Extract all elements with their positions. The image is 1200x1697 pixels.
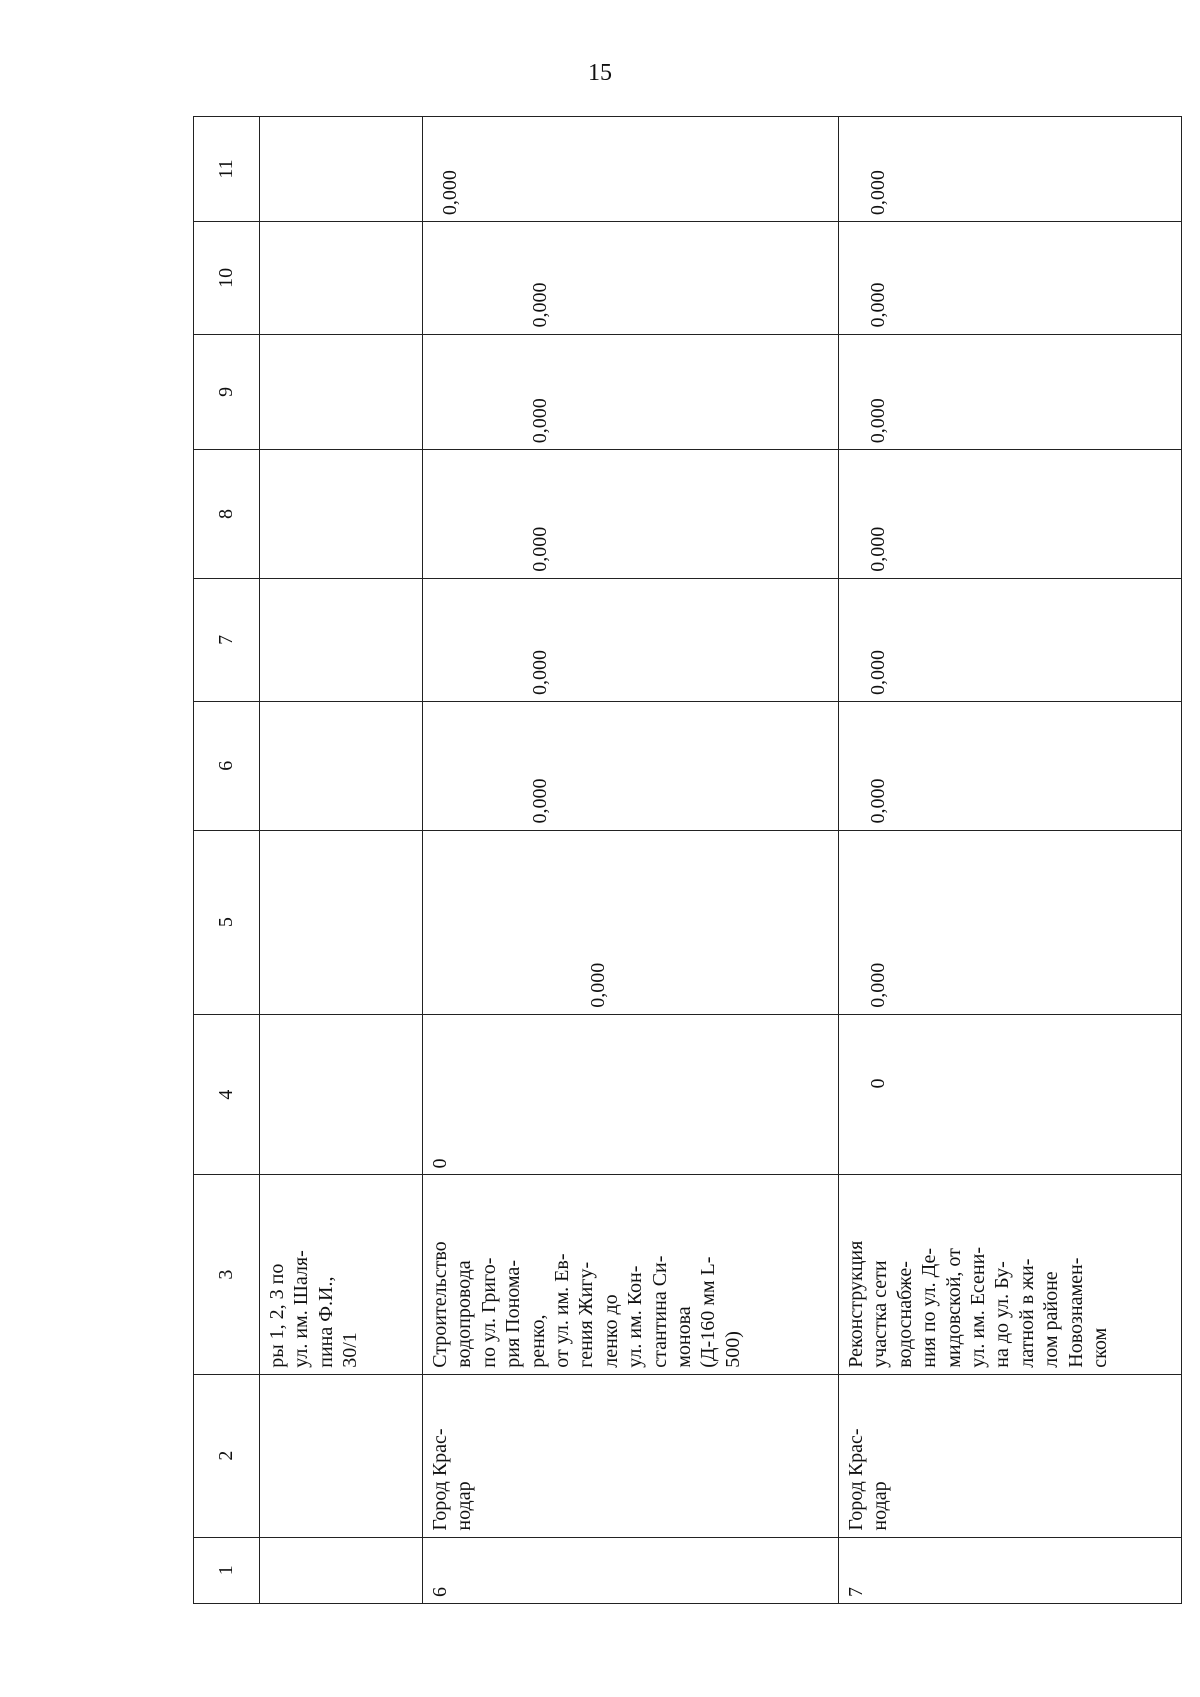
cell-value: 0: [867, 1078, 889, 1089]
table-row: [423, 117, 839, 1604]
object-line: ры 1, 2, 3 по: [266, 1263, 288, 1368]
object-line: ул. им. Кон-: [624, 1265, 647, 1368]
municipality-cell: [260, 1374, 423, 1537]
object-line: стантина Си-: [648, 1255, 671, 1368]
object-line: лом районе: [1040, 1271, 1063, 1368]
value-cell: [839, 1014, 1182, 1175]
value-cell: [839, 450, 1182, 579]
table-row: [839, 117, 1182, 1604]
object-line: 30/1: [339, 1332, 362, 1368]
value-cell: [423, 117, 839, 222]
municipality-line: Город Крас-: [845, 1428, 867, 1531]
row-number-cell: [260, 1537, 423, 1603]
object-line: Строительство: [429, 1241, 451, 1368]
column-header: 10: [194, 222, 260, 334]
value-cell: [839, 334, 1182, 450]
cell-value: 0,000: [529, 526, 551, 572]
object-line: латной в жи-: [1015, 1258, 1038, 1368]
cell-value: 0,000: [867, 778, 889, 824]
value-cell: [260, 222, 423, 334]
municipality-line: нодар: [453, 1481, 476, 1531]
cell-value: 0,000: [529, 398, 551, 444]
cell-value: 0,000: [529, 778, 551, 824]
column-header: 6: [194, 701, 260, 830]
object-line: рия Понома-: [502, 1260, 525, 1368]
value-cell: [260, 334, 423, 450]
column-header: 9: [194, 334, 260, 450]
object-line: от ул. им. Ев-: [550, 1253, 573, 1368]
object-line: Реконструкция: [845, 1240, 867, 1368]
column-header: 1: [194, 1537, 260, 1603]
investment-table: [193, 116, 1182, 1604]
value-cell: [260, 1014, 423, 1175]
municipality-line: Город Крас-: [429, 1428, 451, 1531]
object-line: монова: [672, 1306, 695, 1368]
object-line: ленко до: [599, 1294, 622, 1368]
municipality-cell: [839, 1374, 1182, 1537]
cell-value: 0,000: [867, 649, 889, 695]
column-header: 4: [194, 1014, 260, 1175]
value-cell: [423, 450, 839, 579]
municipality-line: нодар: [869, 1481, 892, 1531]
object-line: на до ул. Бу-: [991, 1261, 1014, 1368]
value-cell: [423, 578, 839, 701]
cell-value: 0,000: [439, 170, 461, 216]
value-cell: [839, 222, 1182, 334]
column-header: 7: [194, 578, 260, 701]
header-row: [194, 117, 260, 1604]
object-cell: [423, 1175, 839, 1374]
object-line: ния по ул. Де-: [918, 1247, 941, 1368]
cell-value: 0,000: [529, 282, 551, 328]
object-cell: [839, 1175, 1182, 1374]
object-cell: [260, 1175, 423, 1374]
object-line: мидовской, от: [942, 1248, 965, 1368]
object-line: ском: [1088, 1327, 1111, 1368]
column-header: 8: [194, 450, 260, 579]
object-line: пина Ф.И.,: [314, 1276, 337, 1368]
object-line: Новознамен-: [1064, 1257, 1087, 1368]
value-cell: [260, 830, 423, 1014]
cell-value: 0,000: [529, 649, 551, 695]
value-cell: [423, 1014, 839, 1175]
object-line: ул. им. Есени-: [966, 1247, 989, 1368]
object-line: водоснабже-: [893, 1261, 916, 1368]
object-line: гения Жигу-: [575, 1261, 598, 1368]
value-cell: [839, 830, 1182, 1014]
object-line: (Д-160 мм L-: [697, 1256, 720, 1368]
value-cell: [839, 578, 1182, 701]
value-cell: [260, 578, 423, 701]
rotated-table-container: [193, 116, 1181, 1604]
value-cell: [260, 450, 423, 579]
table-row-continuation: [260, 117, 423, 1604]
row-number-cell: 7: [839, 1537, 1182, 1603]
value-cell: [839, 701, 1182, 830]
page-number: 15: [588, 60, 612, 86]
cell-value: 0,000: [867, 282, 889, 328]
cell-value: 0,000: [867, 170, 889, 216]
cell-value: 0,000: [867, 398, 889, 444]
column-header: 2: [194, 1374, 260, 1537]
cell-value: 0,000: [587, 962, 609, 1008]
value-cell: [423, 222, 839, 334]
municipality-cell: [423, 1374, 839, 1537]
object-line: по ул. Григо-: [477, 1257, 500, 1368]
object-line: участка сети: [869, 1260, 892, 1368]
cell-value: 0,000: [867, 526, 889, 572]
column-header: 3: [194, 1175, 260, 1374]
object-line: водопровода: [453, 1260, 476, 1368]
column-header: 5: [194, 830, 260, 1014]
column-header: 11: [194, 117, 260, 222]
value-cell: [260, 701, 423, 830]
cell-value: 0: [429, 1158, 451, 1169]
value-cell: [839, 117, 1182, 222]
value-cell: [260, 117, 423, 222]
row-number-cell: 6: [423, 1537, 839, 1603]
value-cell: [423, 701, 839, 830]
cell-value: 0,000: [867, 962, 889, 1008]
object-line: 500): [721, 1331, 744, 1368]
object-line: ренко,: [526, 1314, 549, 1368]
value-cell: [423, 334, 839, 450]
object-line: ул. им. Шаля-: [290, 1250, 313, 1368]
value-cell: [423, 830, 839, 1014]
